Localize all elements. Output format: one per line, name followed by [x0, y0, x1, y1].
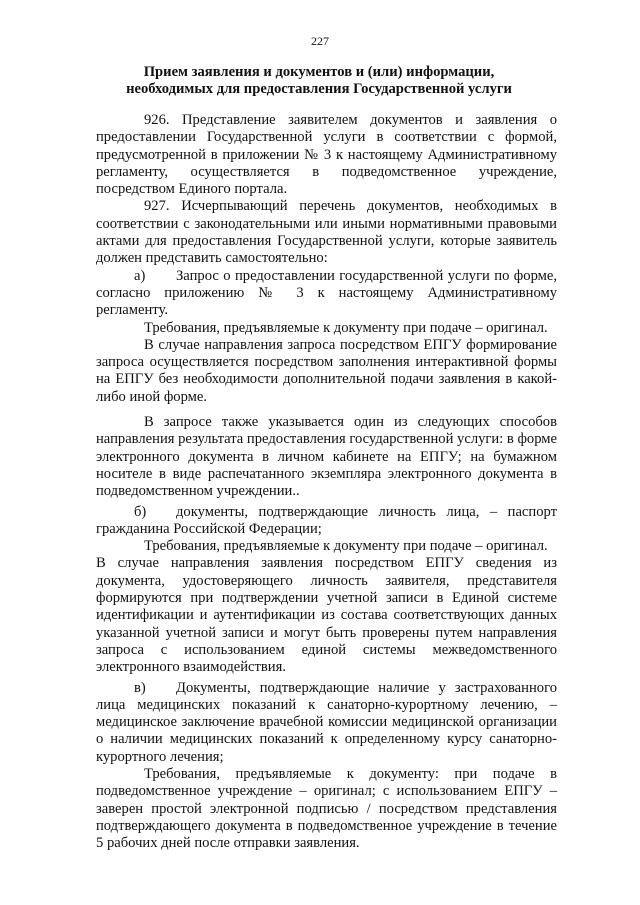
heading-line-1: Прием заявления и документов и (или) информации, [143, 64, 495, 80]
paragraph-926: 926. Представление заявителем документов и заявления о предоставлении Государственной услуги в соответствии с формой, предусмотренной в приложении № 3 к настоящему Административному регламенту, осуществляется в подведомственное учреждение, посредством Единого портала. [96, 112, 557, 198]
list-item-b-text: документы, подтверждающие личность лица, – паспорт гражданина Российской Федерации; [96, 503, 557, 537]
list-marker-b: б) [134, 503, 147, 520]
result-method-paragraph: В запросе также указывается один из следующих способов направления результата предоставления государственной услуги: в форме электронного документа в личном кабинете на ЕПГУ; на бумажном носителе в виде распечатанного экземпляра электронного документа в подведомственном учреждении.. [96, 414, 557, 500]
epgu-note-a: В случае направления запроса посредством ЕПГУ формирование запроса осуществляется посредством заполнения интерактивной формы на ЕПГУ без необходимости дополнительной подачи заявления в какой-либо иной форме. [96, 336, 557, 405]
requirements-a: Требования, предъявляемые к документу при подаче – оригинал. [144, 319, 548, 336]
list-item-v [96, 680, 557, 766]
requirements-v: Требования, предъявляемые к документу: при подаче в подведомственное учреждение – оригинал; с использованием ЕПГУ – заверен простой электронной подписью / посредством представления подтверждающего документа в подведомственное учреждение в течение 5 рабочих дней после отправки заявления. [96, 765, 557, 852]
requirements-b: Требования, предъявляемые к документу при подаче – оригинал. [144, 538, 548, 555]
list-marker-a: а) [134, 267, 146, 284]
list-item-a-text: Запрос о предоставлении государственной услуги по форме, согласно приложению № 3 к настоящему Административному регламенту. [96, 267, 557, 319]
document-body [96, 112, 557, 852]
list-item-v-text: Документы, подтверждающие наличие у застрахованного лица медицинских показаний к санаторно-курортному лечению, – медицинское заключение врачебной комиссии медицинской организации о наличии медицинских показаний к определенному курсу санаторно-курортного лечения; [96, 679, 557, 765]
list-item-b [96, 504, 557, 539]
paragraph-927: 927. Исчерпывающий перечень документов, необходимых в соответствии с законодательными или иными нормативными правовыми актами для предоставления Государственной услуги, которые заявитель должен представить самостоятельно: [96, 198, 557, 267]
section-heading [96, 64, 542, 98]
heading-line-2: необходимых для предоставления Государственной услуги [126, 81, 512, 97]
list-marker-v: в) [134, 679, 146, 696]
epgu-note-b: В случае направления заявления посредством ЕПГУ сведения из документа, удостоверяющего личность заявителя, представителя формируются при подтверждении учетной записи в Единой системе идентификации и аутентификации из состава соответствующих данных указанной учетной записи и могут быть проверены путем направления запроса с использованием единой системы межведомственного электронного взаимодействия. [96, 555, 557, 676]
list-item-a [96, 268, 557, 320]
page-number: 227 [311, 34, 329, 48]
